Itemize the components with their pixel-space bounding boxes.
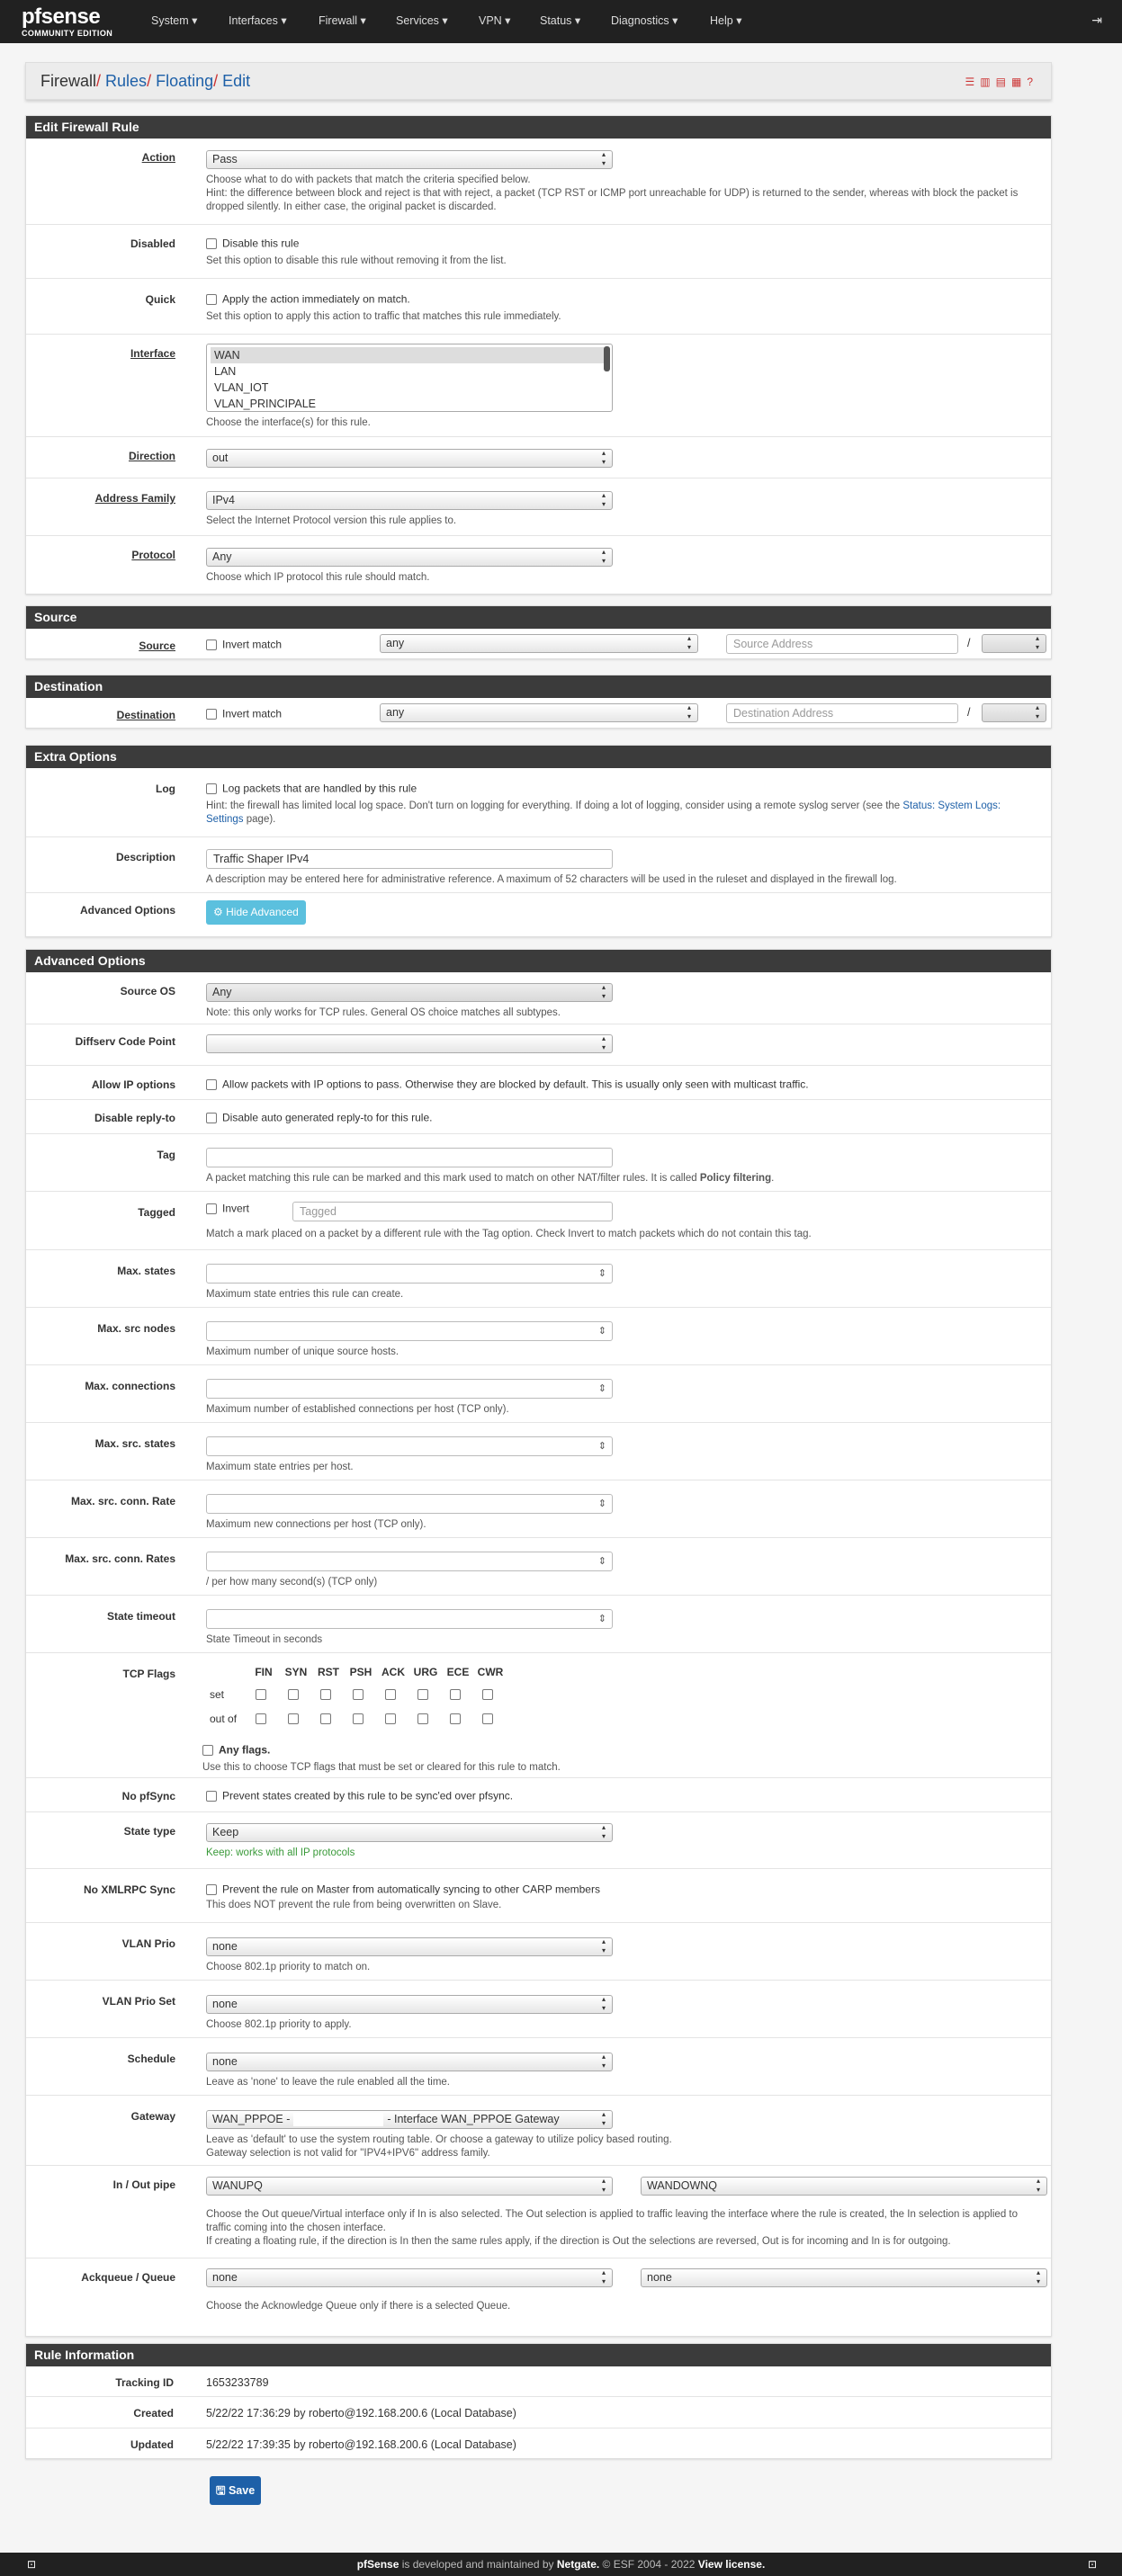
out-pipe-select[interactable]: WANDOWNQ ▴▾ <box>641 2177 1047 2196</box>
advanced-options-panel <box>25 949 1052 2337</box>
vlan-prio-set-select[interactable]: none ▴▾ <box>206 1995 613 2014</box>
interface-listbox[interactable] <box>206 344 613 412</box>
description-input[interactable]: Traffic Shaper IPv4 <box>206 849 613 869</box>
source-panel <box>25 605 1052 659</box>
created-label: Created <box>133 2407 174 2419</box>
gateway-redacted <box>293 2113 383 2126</box>
allow-ip-options-checkbox-label: Allow packets with IP options to pass. Otherwise they are blocked by default. This is usually only seen with multicast traffic. <box>222 1078 809 1091</box>
breadcrumb-floating-link[interactable]: Floating <box>156 72 214 90</box>
disabled-label: Disabled <box>130 237 175 250</box>
nav-menu-system[interactable]: System ▾ <box>151 14 198 27</box>
collapse-icon[interactable]: ⊡ <box>27 2558 37 2571</box>
state-timeout-label: State timeout <box>106 1610 175 1623</box>
max-connections-label: Max. connections <box>85 1380 175 1392</box>
set-ack-checkbox[interactable] <box>385 1689 396 1700</box>
interface-option-lan[interactable]: LAN <box>214 365 237 378</box>
chart-icon[interactable]: ▥ <box>980 76 996 88</box>
interface-scrollbar[interactable] <box>604 346 610 371</box>
action-label: Action <box>141 151 175 164</box>
address-family-label: Address Family <box>94 492 175 505</box>
disabled-help: Set this option to disable this rule without removing it from the list. <box>206 255 507 266</box>
max-src-states-label: Max. src. states <box>94 1437 175 1450</box>
max-src-nodes-help: Maximum number of unique source hosts. <box>206 1346 399 1357</box>
max-src-conn-rate-input[interactable] <box>206 1494 613 1514</box>
set-syn-checkbox[interactable] <box>288 1689 299 1700</box>
max-src-states-help: Maximum state entries per host. <box>206 1462 354 1472</box>
nav-menu-status[interactable]: Status ▾ <box>540 14 581 27</box>
source-os-select[interactable]: Any ▴▾ <box>206 983 613 1002</box>
set-rst-checkbox[interactable] <box>320 1689 331 1700</box>
gateway-help: Leave as 'default' to use the system routing table. Or choose a gateway to utilize policy based routing. <box>206 2134 672 2145</box>
updated-value: 5/22/22 17:39:35 by roberto@192.168.200.6 (Local Database) <box>206 2438 516 2451</box>
max-connections-input[interactable] <box>206 1379 613 1399</box>
disabled-checkbox[interactable] <box>206 238 217 249</box>
tcp-flags-help: Use this to choose TCP flags that must be set or cleared for this rule to match. <box>202 1761 561 1773</box>
disabled-checkbox-label: Disable this rule <box>222 237 300 250</box>
destination-address-input[interactable]: Destination Address <box>726 703 958 723</box>
tagged-invert-label: Invert <box>222 1202 250 1215</box>
advanced-options-title: Advanced Options <box>26 950 1051 972</box>
no-xmlrpc-sync-label: No XMLRPC Sync <box>83 1883 175 1896</box>
set-psh-checkbox[interactable] <box>353 1689 364 1700</box>
state-type-label: State type <box>123 1825 175 1838</box>
nav-menu-diagnostics[interactable]: Diagnostics ▾ <box>611 14 678 27</box>
max-src-conn-rates-input[interactable] <box>206 1552 613 1571</box>
expand-icon[interactable]: ⊡ <box>1087 2558 1097 2571</box>
nav-menu-vpn[interactable]: VPN ▾ <box>479 14 511 27</box>
max-src-conn-rates-label: Max. src. conn. Rates <box>65 1552 175 1565</box>
nav-menu-services[interactable]: Services ▾ <box>396 14 448 27</box>
ackqueue-label: Ackqueue / Queue <box>81 2271 175 2284</box>
set-urg-checkbox[interactable] <box>417 1689 428 1700</box>
disable-reply-to-label: Disable reply-to <box>94 1112 175 1124</box>
tcp-flags-table <box>206 1662 507 1731</box>
interface-label: Interface <box>130 347 175 360</box>
max-src-states-input[interactable] <box>206 1436 613 1456</box>
footer-netgate-link[interactable]: Netgate. <box>556 2558 600 2571</box>
extra-options-title: Extra Options <box>26 746 1051 768</box>
any-flags-checkbox[interactable] <box>202 1745 213 1756</box>
dscp-label: Diffserv Code Point <box>75 1035 175 1048</box>
tag-help: A packet matching this rule can be marked and this mark used to match on other NAT/filter rules. It is called Policy filtering. <box>206 1173 775 1184</box>
destination-title: Destination <box>26 675 1051 698</box>
vlan-prio-label: VLAN Prio <box>121 1937 175 1950</box>
hide-advanced-button[interactable]: ⚙ Hide Advanced <box>206 900 306 925</box>
max-src-conn-rate-help: Maximum new connections per host (TCP only). <box>206 1519 426 1530</box>
protocol-help: Choose which IP protocol this rule should match. <box>206 572 430 583</box>
address-family-help: Select the Internet Protocol version this rule applies to. <box>206 515 457 526</box>
logout-icon[interactable]: ⇥ <box>1091 13 1102 27</box>
no-xmlrpc-sync-checkbox[interactable] <box>206 1884 217 1895</box>
gateway-label: Gateway <box>130 2110 175 2123</box>
rule-information-title: Rule Information <box>26 2344 1051 2366</box>
protocol-select[interactable]: Any ▴▾ <box>206 548 613 567</box>
flags-set-label: set <box>210 1687 225 1701</box>
breadcrumb: Firewall/ Rules/ Floating/ Edit ☰▥▤▦? <box>25 62 1052 100</box>
source-type-select[interactable]: any ▴▾ <box>380 634 698 653</box>
outof-ece-checkbox[interactable] <box>450 1713 461 1724</box>
disable-reply-to-checkbox-label: Disable auto generated reply-to for this rule. <box>222 1111 433 1124</box>
direction-select[interactable]: out ▴▾ <box>206 449 613 468</box>
source-title: Source <box>26 606 1051 629</box>
source-mask-slash: / <box>967 637 971 649</box>
outof-urg-checkbox[interactable] <box>417 1713 428 1724</box>
set-fin-checkbox[interactable] <box>256 1689 266 1700</box>
max-states-input[interactable] <box>206 1264 613 1284</box>
action-hint: Hint: the difference between block and reject is that with reject, a packet (TCP RST or ICMP port unreachable for UDP) is returned to the sender, whereas with block the packet is dropped silently. In either case, the original packet is discarded. <box>206 188 1019 212</box>
any-flags-label: Any flags. <box>219 1743 271 1757</box>
flag-rst-header: RST <box>318 1666 339 1678</box>
tracking-id-value: 1653233789 <box>206 2376 269 2389</box>
ackqueue-help: Choose the Acknowledge Queue only if there is a selected Queue. <box>206 2301 511 2312</box>
max-src-nodes-label: Max. src nodes <box>97 1322 175 1335</box>
interface-option-wan[interactable]: WAN <box>211 347 608 363</box>
max-src-conn-rate-label: Max. src. conn. Rate <box>70 1495 175 1507</box>
flag-cwr-header: CWR <box>477 1666 504 1678</box>
interface-help: Choose the interface(s) for this rule. <box>206 417 371 428</box>
flag-urg-header: URG <box>413 1666 438 1678</box>
max-src-conn-rates-help: / per how many second(s) (TCP only) <box>206 1577 378 1588</box>
pipe-help: Choose the Out queue/Virtual interface only if In is also selected. The Out selection is applied to traffic leaving the interface where the rule is created, the In selection is applied to traffic coming into the chosen interface. <box>206 2209 1018 2233</box>
no-pfsync-checkbox[interactable] <box>206 1791 217 1802</box>
max-states-help: Maximum state entries this rule can create. <box>206 1289 404 1300</box>
log-checkbox[interactable] <box>206 783 217 794</box>
save-button[interactable]: 🖫 Save <box>210 2476 261 2505</box>
destination-mask-select[interactable] <box>982 703 1046 722</box>
destination-label: Destination <box>116 709 175 721</box>
quick-checkbox[interactable] <box>206 294 217 305</box>
no-pfsync-checkbox-label: Prevent states created by this rule to be sync'ed over pfsync. <box>222 1789 514 1802</box>
outof-cwr-checkbox[interactable] <box>482 1713 493 1724</box>
save-icon: 🖫 <box>215 2484 226 2497</box>
top-navbar <box>0 0 1122 43</box>
no-xmlrpc-sync-checkbox-label: Prevent the rule on Master from automatically syncing to other CARP members <box>222 1883 600 1896</box>
dscp-select[interactable] <box>206 1034 613 1053</box>
schedule-help: Leave as 'none' to leave the rule enabled all the time. <box>206 2077 450 2088</box>
tagged-invert-checkbox[interactable] <box>206 1203 217 1214</box>
panel-title: Edit Firewall Rule <box>26 116 1051 139</box>
allow-ip-options-label: Allow IP options <box>91 1078 175 1091</box>
vlan-prio-set-help: Choose 802.1p priority to apply. <box>206 2019 352 2030</box>
nav-menu-firewall[interactable]: Firewall ▾ <box>319 14 366 27</box>
quick-help: Set this option to apply this action to traffic that matches this rule immediately. <box>206 310 561 322</box>
state-type-select[interactable]: Keep ▴▾ <box>206 1823 613 1842</box>
destination-mask-slash: / <box>967 706 971 719</box>
outof-syn-checkbox[interactable] <box>288 1713 299 1724</box>
nav-menu-help[interactable]: Help ▾ <box>710 14 742 27</box>
schedule-label: Schedule <box>127 2053 175 2065</box>
tagged-help: Match a mark placed on a packet by a different rule with the Tag option. Check Invert to match packets which do not contain this tag. <box>206 1228 812 1239</box>
source-invert-label: Invert match <box>222 638 283 651</box>
quick-checkbox-label: Apply the action immediately on match. <box>222 292 410 306</box>
interface-option-vlan-principale[interactable]: VLAN_PRINCIPALE <box>214 398 317 410</box>
nav-menu-interfaces[interactable]: Interfaces ▾ <box>229 14 287 27</box>
list-icon[interactable]: ▦ <box>1010 76 1028 88</box>
no-pfsync-label: No pfSync <box>121 1790 175 1802</box>
updated-label: Updated <box>130 2438 174 2451</box>
address-family-select[interactable]: IPv4 ▴▾ <box>206 491 613 510</box>
log-checkbox-label: Log packets that are handled by this rule <box>222 782 417 795</box>
schedule-select[interactable]: none ▴▾ <box>206 2053 613 2071</box>
source-os-help: Note: this only works for TCP rules. General OS choice matches all subtypes. <box>206 1007 561 1018</box>
no-xmlrpc-sync-help: This does NOT prevent the rule from being overwritten on Slave. <box>206 1899 502 1910</box>
tag-input[interactable] <box>206 1148 613 1167</box>
state-timeout-input[interactable] <box>206 1609 613 1629</box>
state-type-help: Keep: works with all IP protocols <box>206 1847 355 1858</box>
max-src-nodes-input[interactable] <box>206 1321 613 1341</box>
breadcrumb-rules-link[interactable]: Rules <box>105 72 148 90</box>
quick-label: Quick <box>145 293 175 306</box>
destination-panel <box>25 675 1052 729</box>
action-help: Choose what to do with packets that match the criteria specified below. <box>206 174 531 185</box>
source-os-label: Source OS <box>120 985 175 997</box>
gear-icon: ⚙ <box>213 906 223 918</box>
in-out-pipe-label: In / Out pipe <box>112 2178 175 2191</box>
pipe-help-floating: If creating a floating rule, if the direction is In then the same rules apply, if the direction is Out the selections are reversed, Out is for incoming and In is for outgoing. <box>206 2236 951 2247</box>
log-label: Log <box>156 783 175 795</box>
tagged-input[interactable]: Tagged <box>292 1202 613 1221</box>
set-ece-checkbox[interactable] <box>450 1689 461 1700</box>
interface-option-vlan-iot[interactable]: VLAN_IOT <box>214 381 269 394</box>
gateway-help-family: Gateway selection is not valid for "IPV4+IPV6" address family. <box>206 2148 490 2159</box>
vlan-prio-select[interactable]: none ▴▾ <box>206 1937 613 1956</box>
destination-type-select[interactable]: any ▴▾ <box>380 703 698 722</box>
sliders-icon[interactable]: ☰ <box>965 76 981 88</box>
description-label: Description <box>115 851 175 863</box>
table-icon[interactable]: ▤ <box>995 76 1011 88</box>
footer <box>0 2553 1122 2576</box>
direction-label: Direction <box>128 450 175 462</box>
source-address-input[interactable]: Source Address <box>726 634 958 654</box>
destination-invert-checkbox[interactable] <box>206 709 217 720</box>
outof-fin-checkbox[interactable] <box>256 1713 266 1724</box>
flag-syn-header: SYN <box>284 1666 308 1678</box>
extra-options-panel <box>25 745 1052 937</box>
tcp-flags-label: TCP Flags <box>122 1668 175 1680</box>
tagged-label: Tagged <box>138 1206 175 1219</box>
system-logs-settings-link[interactable]: Status: System Logs: Settings <box>206 800 1001 825</box>
protocol-label: Protocol <box>131 549 175 561</box>
tag-label: Tag <box>157 1149 175 1161</box>
breadcrumb-edit-link[interactable]: Edit <box>222 72 251 90</box>
outof-ack-checkbox[interactable] <box>385 1713 396 1724</box>
footer-text: is developed and maintained by <box>399 2558 557 2571</box>
outof-psh-checkbox[interactable] <box>353 1713 364 1724</box>
flag-psh-header: PSH <box>349 1666 373 1678</box>
footer-license-link[interactable]: View license. <box>697 2558 766 2571</box>
created-value: 5/22/22 17:36:29 by roberto@192.168.200.6 (Local Database) <box>206 2407 516 2419</box>
outof-rst-checkbox[interactable] <box>320 1713 331 1724</box>
help-icon[interactable]: ? <box>1027 76 1038 88</box>
destination-invert-label: Invert match <box>222 707 283 720</box>
advanced-options-label: Advanced Options <box>79 904 175 917</box>
breadcrumb-firewall: Firewall <box>40 72 97 90</box>
max-states-label: Max. states <box>117 1265 175 1277</box>
in-pipe-select[interactable]: WANUPQ ▴▾ <box>206 2177 613 2196</box>
state-timeout-help: State Timeout in seconds <box>206 1634 323 1645</box>
pfsense-logo[interactable]: pfsense COMMUNITY EDITION <box>22 4 113 38</box>
description-help: A description may be entered here for administrative reference. A maximum of 52 characters will be used in the ruleset and displayed in the firewall log. <box>206 874 897 885</box>
source-invert-checkbox[interactable] <box>206 640 217 650</box>
disable-reply-to-checkbox[interactable] <box>206 1113 217 1123</box>
vlan-prio-help: Choose 802.1p priority to match on. <box>206 1962 371 1972</box>
rule-information-panel <box>25 2343 1052 2459</box>
ackqueue-select[interactable]: none ▴▾ <box>206 2268 613 2287</box>
source-label: Source <box>139 640 175 652</box>
action-select[interactable]: Pass ▴▾ <box>206 150 613 169</box>
set-cwr-checkbox[interactable] <box>482 1689 493 1700</box>
footer-copyright: © ESF 2004 - 2022 <box>599 2558 698 2571</box>
max-connections-help: Maximum number of established connections per host (TCP only). <box>206 1404 509 1415</box>
allow-ip-options-checkbox[interactable] <box>206 1079 217 1090</box>
flags-outof-label: out of <box>210 1712 238 1725</box>
gateway-select[interactable]: WAN_PPPOE - - Interface WAN_PPPOE Gateway ▴▾ <box>206 2110 613 2129</box>
footer-brand: pfSense <box>356 2558 399 2571</box>
log-hint: Hint: the firewall has limited local log space. Don't turn on logging for everything. If doing a lot of logging, consider using a remote syslog server (see the Status: System Logs: Settings page). <box>206 800 1001 825</box>
edit-rule-panel <box>25 115 1052 595</box>
source-mask-select[interactable] <box>982 634 1046 653</box>
flag-ack-header: ACK <box>381 1666 405 1678</box>
vlan-prio-set-label: VLAN Prio Set <box>102 1995 175 2008</box>
tracking-id-label: Tracking ID <box>115 2376 174 2389</box>
flag-ece-header: ECE <box>446 1666 470 1678</box>
queue-select[interactable]: none ▴▾ <box>641 2268 1047 2287</box>
flag-fin-header: FIN <box>255 1666 273 1678</box>
